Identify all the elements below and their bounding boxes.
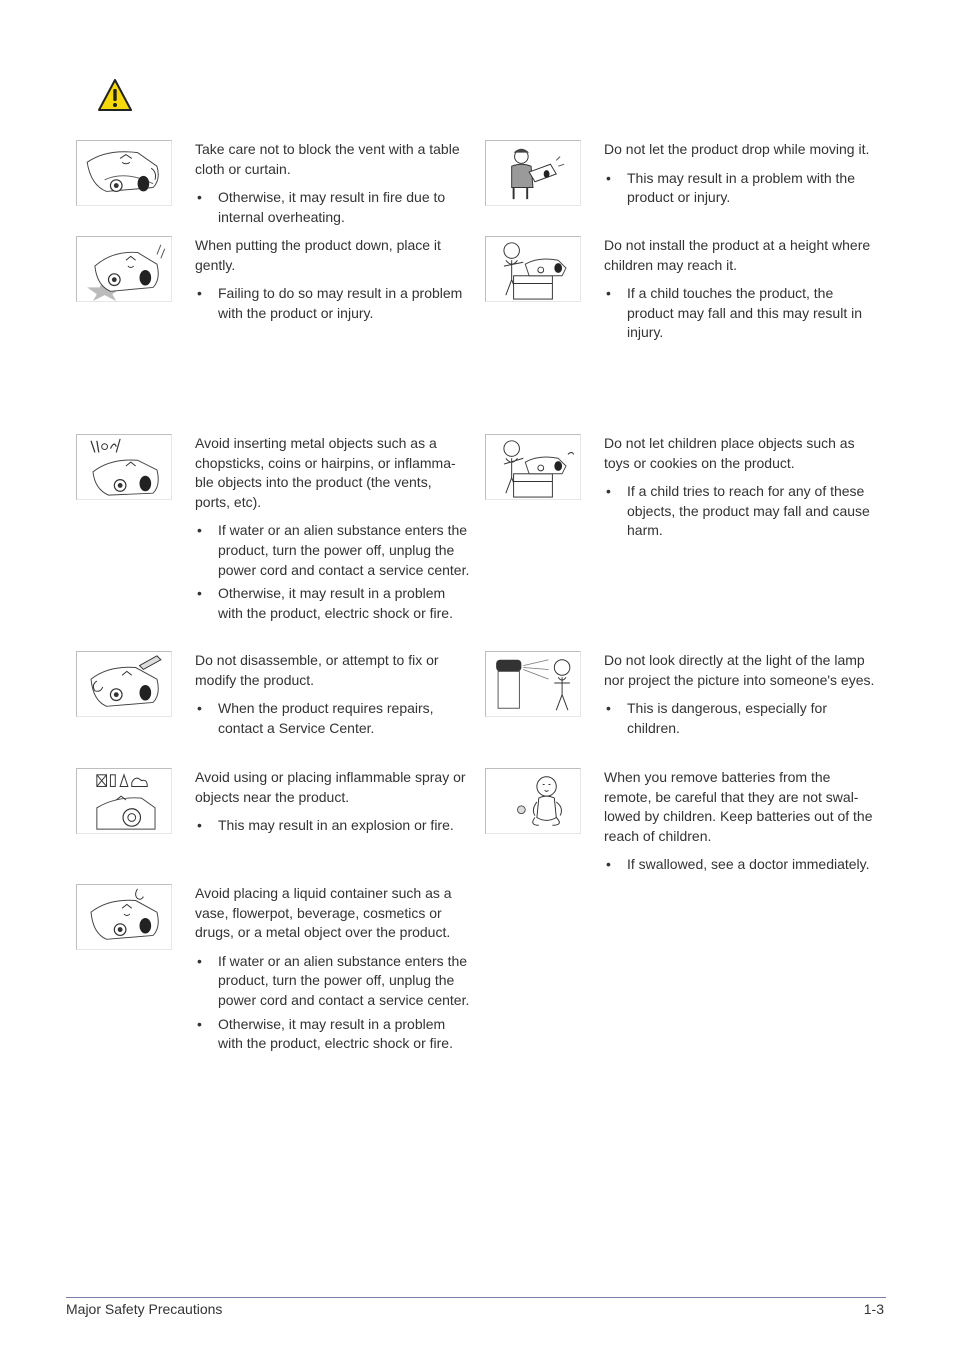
precaution-text: Do not install the product at a height where children may reach it. (604, 237, 871, 273)
precaution-text: Avoid using or placing inflammable spray or objects near the product. (195, 769, 466, 805)
precaution-bullet: • Otherwise, it may result in a problem with the product, electric shock or fire. (195, 584, 470, 623)
baby-swallowing-battery-icon (485, 768, 581, 834)
projector-put-down-icon (76, 236, 172, 302)
precaution-text: Do not let children place objects such as toys or cookies on the product. (604, 435, 855, 471)
precaution-bullet: • This may result in a problem with the product or injury. (604, 169, 879, 208)
precaution-text: Take care not to block the vent with a table cloth or curtain. (195, 141, 460, 177)
projector-flammable-spray-icon (76, 768, 172, 834)
precaution-text: When you remove batteries from the remote, be careful that they are not swal-lowed by children. Keep batteries out of the reach of children. (604, 769, 873, 844)
projector-disassemble-icon (76, 651, 172, 717)
projector-vent-covered-icon (76, 140, 172, 206)
footer-page-number: 1-3 (863, 1301, 884, 1317)
precaution-bullet: • If water or an alien substance enters the product, turn the power off, unplug the power cord and contact a service center. (195, 521, 470, 580)
precaution-text: Do not disassemble, or attempt to fix or modify the product. (195, 652, 439, 688)
precaution-text: When putting the product down, place it gently. (195, 237, 441, 273)
precaution-bullet: • When the product requires repairs, contact a Service Center. (195, 699, 470, 738)
precaution-bullet: • If a child tries to reach for any of these objects, the product may fall and cause harm. (604, 482, 879, 541)
precaution-text: Do not look directly at the light of the lamp nor project the picture into someone's eyes. (604, 652, 875, 688)
projector-metal-objects-icon (76, 434, 172, 500)
projector-light-into-eyes-icon (485, 651, 581, 717)
person-carrying-projector-icon (485, 140, 581, 206)
precaution-bullet: • This is dangerous, especially for children. (604, 699, 879, 738)
precaution-text: Do not let the product drop while moving it. (604, 141, 870, 157)
footer-section-title: Major Safety Precautions (66, 1301, 223, 1317)
precaution-bullet: • Failing to do so may result in a problem with the product or injury. (195, 284, 470, 323)
precaution-bullet: • If a child touches the product, the product may fall and this may result in injury. (604, 284, 879, 343)
precaution-bullet: • This may result in an explosion or fire. (195, 816, 470, 836)
child-placing-objects-icon (485, 434, 581, 500)
caution-triangle-icon (97, 78, 133, 112)
precaution-bullet: • Otherwise, it may result in fire due to internal overheating. (195, 188, 470, 227)
precaution-bullet: • If swallowed, see a doctor immediately. (604, 855, 879, 875)
precaution-bullet: • If water or an alien substance enters the product, turn the power off, unplug the power cord and contact a service center. (195, 952, 470, 1011)
precaution-text: Avoid placing a liquid container such as a vase, flowerpot, beverage, cosmetics or drugs, or a metal object over the product. (195, 885, 452, 941)
child-reaching-projector-icon (485, 236, 581, 302)
precaution-text: Avoid inserting metal objects such as a chopsticks, coins or hairpins, or inflamma-ble objects into the product (the vents, ports, etc). (195, 435, 456, 510)
projector-liquid-container-icon (76, 884, 172, 950)
footer-divider (66, 1297, 886, 1298)
precaution-bullet: • Otherwise, it may result in a problem with the product, electric shock or fire. (195, 1015, 470, 1054)
